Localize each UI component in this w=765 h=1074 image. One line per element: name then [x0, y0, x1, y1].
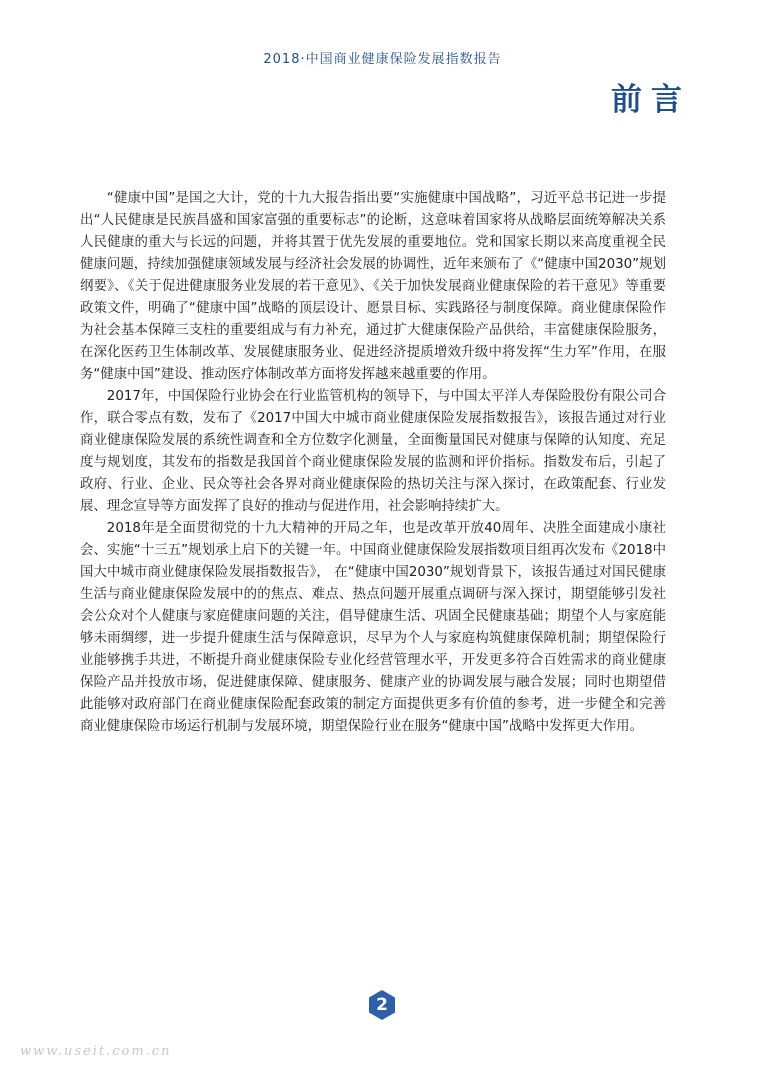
paragraph: 2017年，中国保险行业协会在行业监管机构的领导下，与中国太平洋人寿保险股份有限公司合作，联合零点有数，发布了《2017中国大中城市商业健康保险发展指数报告》，该报告通过对行业商业健康保险发展的系统性调查和全方位数字化测量，全面衡量国民对健康与保障的认知度、充足度与规划度，其发布的指数是我国首个商业健康保险发展的监测和评价指标。指数发布后，引起了政府、行业、企业、民众等社会各界对商业健康保险的热切关注与深入探讨，在政策配套、行业发展、理念宣导等方面发挥了良好的推动与促进作用，社会影响持续扩大。 [80, 389, 666, 514]
page-number-badge [366, 989, 398, 1021]
paragraph: “健康中国”是国之大计，党的十九大报告指出要“实施健康中国战略”，习近平总书记进一步提出“人民健康是民族昌盛和国家富强的重要标志”的论断，这意味着国家将从战略层面统筹解决关系人民健康的重大与长远的问题，并将其置于优先发展的重要地位。党和国家长期以来高度重视全民健康问题，持续加强健康领域发展与经济社会发展的协调性，近年来颁布了《“健康中国2030”规划纲要》、《关于促进健康服务业发展的若干意见》、《关于加快发展商业健康保险的若干意见》等重要政策文件，明确了“健康中国”战略的顶层设计、愿景目标、实践路径与制度保障。商业健康保险作为社会基本保障三支柱的重要组成与有力补充，通过扩大健康保险产品供给，丰富健康保险服务，在深化医药卫生体制改革、发展健康服务业、促进经济提质增效升级中将发挥“生力军”作用，在服务“健康中国”建设、推动医疗体制改革方面将发挥越来越重要的作用。 [80, 191, 666, 382]
body-text [80, 188, 666, 738]
section-title: 前言 [611, 82, 691, 118]
paragraph: 2018年是全面贯彻党的十九大精神的开局之年，也是改革开放40周年、决胜全面建成小康社会、实施“十三五”规划承上启下的关键一年。中国商业健康保险发展指数项目组再次发布《2018中国大中城市商业健康保险发展指数报告》， 在“健康中国2030”规划背景下，该报告通过对国民健康生活与商业健康保险发展中的的焦点、难点、热点问题开展重点调研与深入探讨，期望能够引发社会公众对个人健康与家庭健康问题的关注，倡导健康生活、巩固全民健康基础；期望个人与家庭能够未雨绸缪，进一步提升健康生活与保障意识，尽早为个人与家庭构筑健康保障机制；期望保险行业能够携手共进，不断提升商业健康保险专业化经营管理水平，开发更多符合百姓需求的商业健康保险产品并投放市场，促进健康保障、健康服务、健康产业的协调发展与融合发展；同时也期望借此能够对政府部门在商业健康保险配套政策的制定方面提供更多有价值的参考，进一步健全和完善商业健康保险市场运行机制与发展环境，期望保险行业在服务“健康中国”战略中发挥更大作用。 [80, 521, 666, 734]
watermark: www.useit.com.cn [20, 1044, 172, 1059]
page-number: 2 [376, 995, 388, 1015]
running-header: 2018·中国商业健康保险发展指数报告 [263, 52, 502, 67]
